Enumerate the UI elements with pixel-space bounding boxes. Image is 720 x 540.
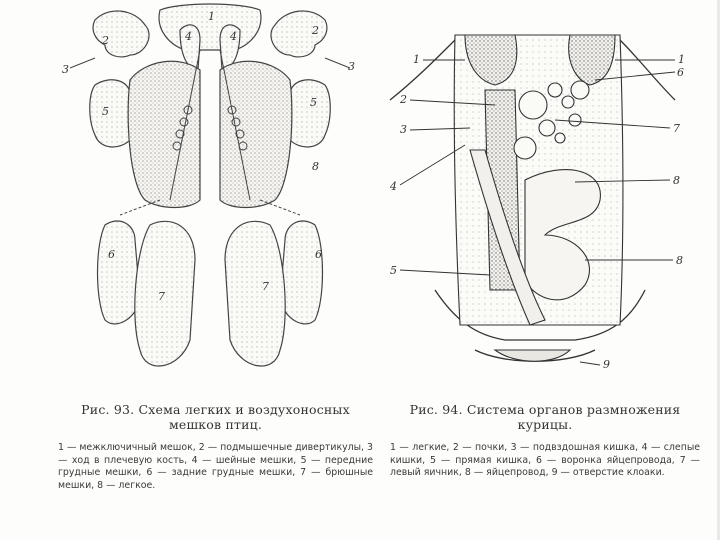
figure-93-caption (58, 402, 373, 492)
fig94-label-2: 2 (400, 93, 407, 106)
fig93-label-7-right: 7 (262, 280, 269, 293)
fig93-label-1: 1 (208, 10, 215, 23)
figure-93-air-sacs-diagram (50, 0, 370, 395)
fig93-label-4-right: 4 (230, 30, 237, 43)
fig94-label-4: 4 (390, 180, 397, 193)
fig94-label-5: 5 (390, 264, 397, 277)
fig94-label-1-left: 1 (413, 53, 420, 66)
fig93-label-6-right: 6 (315, 248, 322, 261)
fig94-label-8-lower: 8 (676, 254, 683, 267)
fig93-label-6-left: 6 (108, 248, 115, 261)
fig93-label-2-left: 2 (102, 34, 109, 47)
fig94-label-7: 7 (673, 122, 680, 135)
fig93-label-5-left: 5 (102, 105, 109, 118)
fig93-label-7-left: 7 (158, 290, 165, 303)
fig93-label-5-right: 5 (310, 96, 317, 109)
fig94-label-8-upper: 8 (673, 174, 680, 187)
figure-94-legend: 1 — легкие, 2 — почки, 3 — подвздошная кишка, 4 — слепые кишки, 5 — прямая кишка, 6 — воронка яйцепровода, 7 — левый яичник, 8 — яйцепровод, 9 — отверстие клоаки. (390, 442, 700, 479)
fig93-label-8: 8 (312, 160, 319, 173)
fig94-label-3: 3 (400, 123, 407, 136)
figure-93-legend: 1 — межключичный мешок, 2 — подмышечные дивертикулы, 3 — ход в плечевую кость, 4 — шейные мешки, 5 — передние грудные мешки, 6 — задние грудные мешки, 7 — брюшные мешки, 8 — легкое. (58, 442, 373, 491)
fig94-label-1-right: 1 (678, 53, 685, 66)
figure-94-reproductive-system-diagram (375, 20, 695, 380)
fig93-label-4-left: 4 (185, 30, 192, 43)
fig94-label-6: 6 (677, 66, 684, 79)
figure-94-caption (390, 402, 700, 480)
fig94-label-9: 9 (603, 358, 610, 371)
figure-94-title: Рис. 94. Система органов размножения курицы. (409, 402, 681, 432)
figure-93-title: Рис. 93. Схема легких и воздухоносных мешков птиц. (81, 402, 350, 432)
fig93-label-3-right: 3 (348, 60, 355, 73)
fig93-label-2-right: 2 (312, 24, 319, 37)
fig93-label-3-left: 3 (62, 63, 69, 76)
